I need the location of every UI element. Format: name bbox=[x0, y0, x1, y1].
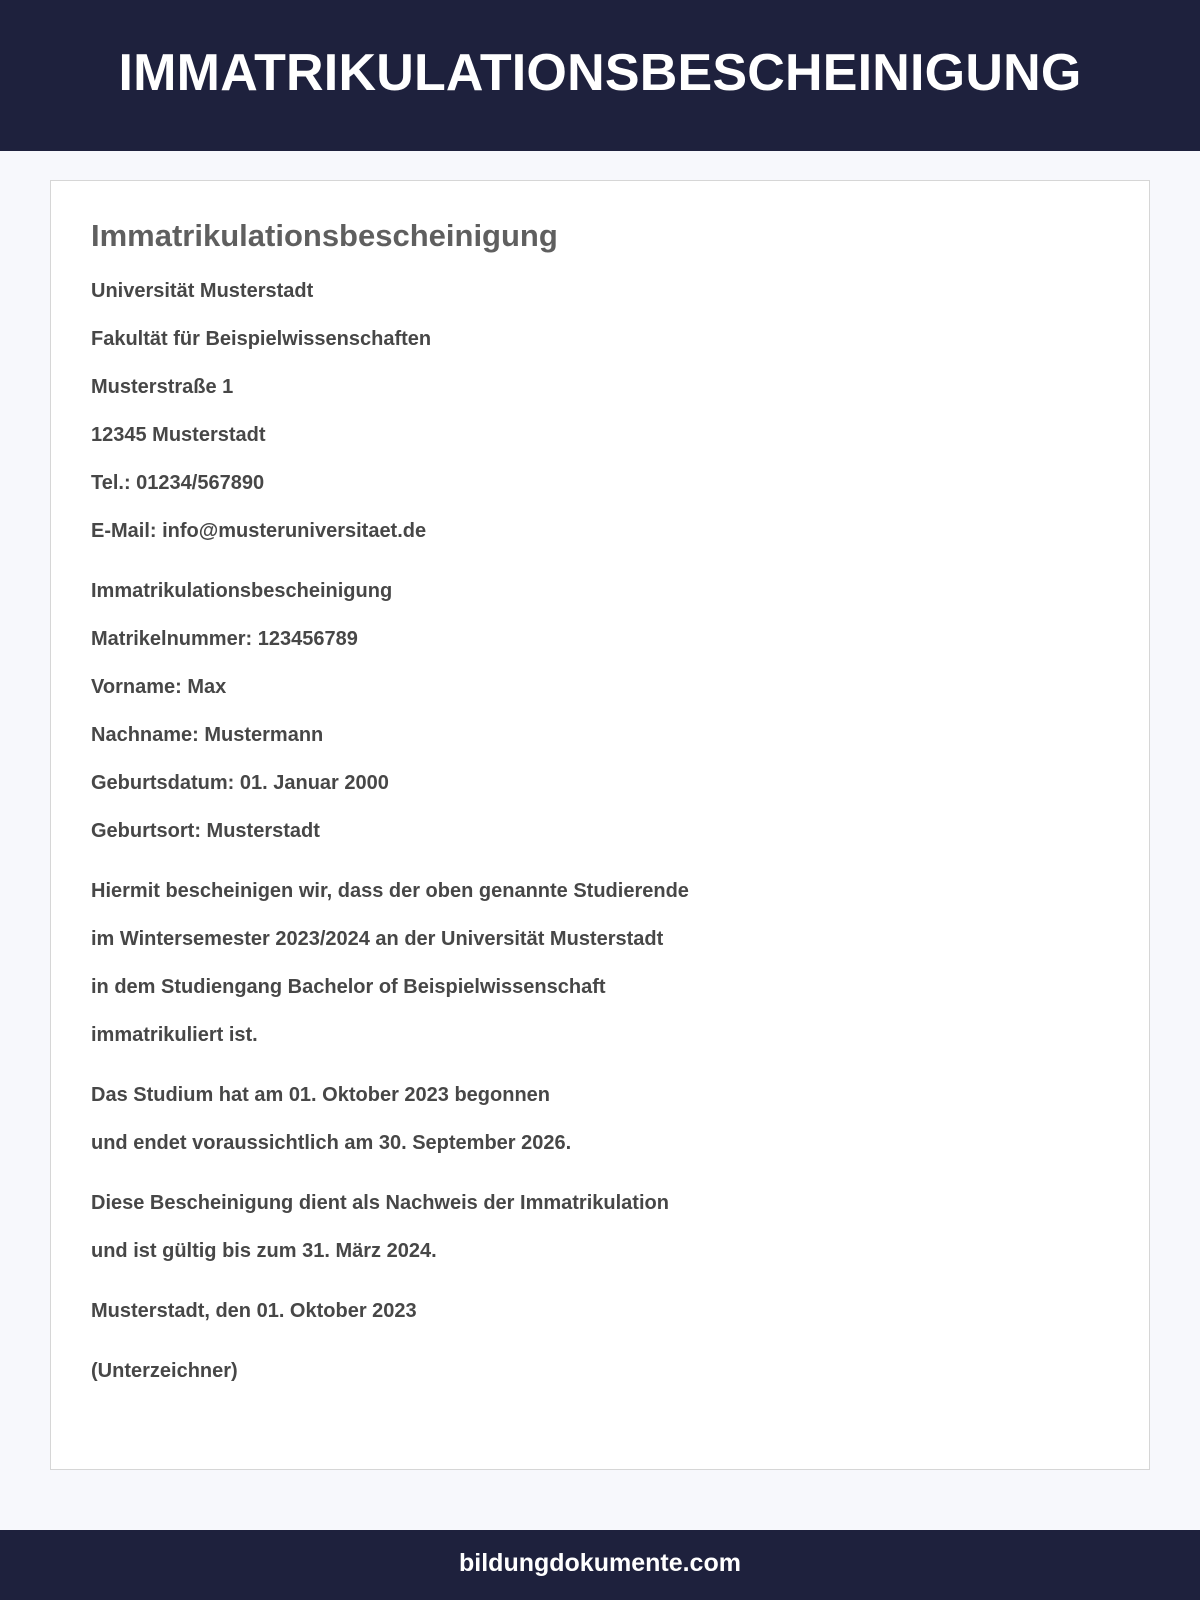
street-address: Musterstraße 1 bbox=[91, 376, 234, 398]
certificate-section-title: Immatrikulationsbescheinigung bbox=[91, 580, 393, 602]
certification-line: immatrikuliert ist. bbox=[91, 1024, 258, 1046]
certification-line: Hiermit bescheinigen wir, dass der oben genannte Studierende bbox=[91, 880, 689, 902]
certification-line: im Wintersemester 2023/2024 an der Universität Musterstadt bbox=[91, 928, 664, 950]
university-name: Universität Musterstadt bbox=[91, 280, 314, 302]
validity-line: Diese Bescheinigung dient als Nachweis der Immatrikulation bbox=[91, 1192, 669, 1214]
place-date: Musterstadt, den 01. Oktober 2023 bbox=[91, 1300, 417, 1322]
footer-site-link[interactable]: bildungdokumente.com bbox=[459, 1548, 741, 1577]
validity-line: und ist gültig bis zum 31. März 2024. bbox=[91, 1240, 437, 1262]
page-header bbox=[0, 0, 1200, 151]
birth-date: Geburtsdatum: 01. Januar 2000 bbox=[91, 772, 389, 794]
page-title: IMMATRIKULATIONSBESCHEINIGUNG bbox=[118, 43, 1082, 102]
document-heading: Immatrikulationsbescheinigung bbox=[91, 218, 558, 253]
birth-place: Geburtsort: Musterstadt bbox=[91, 820, 320, 842]
postal-city: 12345 Musterstadt bbox=[91, 424, 266, 446]
email-address: E-Mail: info@musteruniversitaet.de bbox=[91, 520, 427, 542]
certification-line: in dem Studiengang Bachelor of Beispielwissenschaft bbox=[91, 976, 606, 998]
matriculation-number: Matrikelnummer: 123456789 bbox=[91, 628, 358, 650]
last-name: Nachname: Mustermann bbox=[91, 724, 324, 746]
study-period-line: Das Studium hat am 01. Oktober 2023 begonnen bbox=[91, 1084, 551, 1106]
page-footer bbox=[0, 1530, 1200, 1600]
certificate-card bbox=[50, 180, 1150, 1470]
signatory: (Unterzeichner) bbox=[91, 1360, 238, 1382]
first-name: Vorname: Max bbox=[91, 676, 227, 698]
phone-number: Tel.: 01234/567890 bbox=[91, 472, 265, 494]
study-period-line: und endet voraussichtlich am 30. September 2026. bbox=[91, 1132, 572, 1154]
faculty-name: Fakultät für Beispielwissenschaften bbox=[91, 328, 432, 350]
